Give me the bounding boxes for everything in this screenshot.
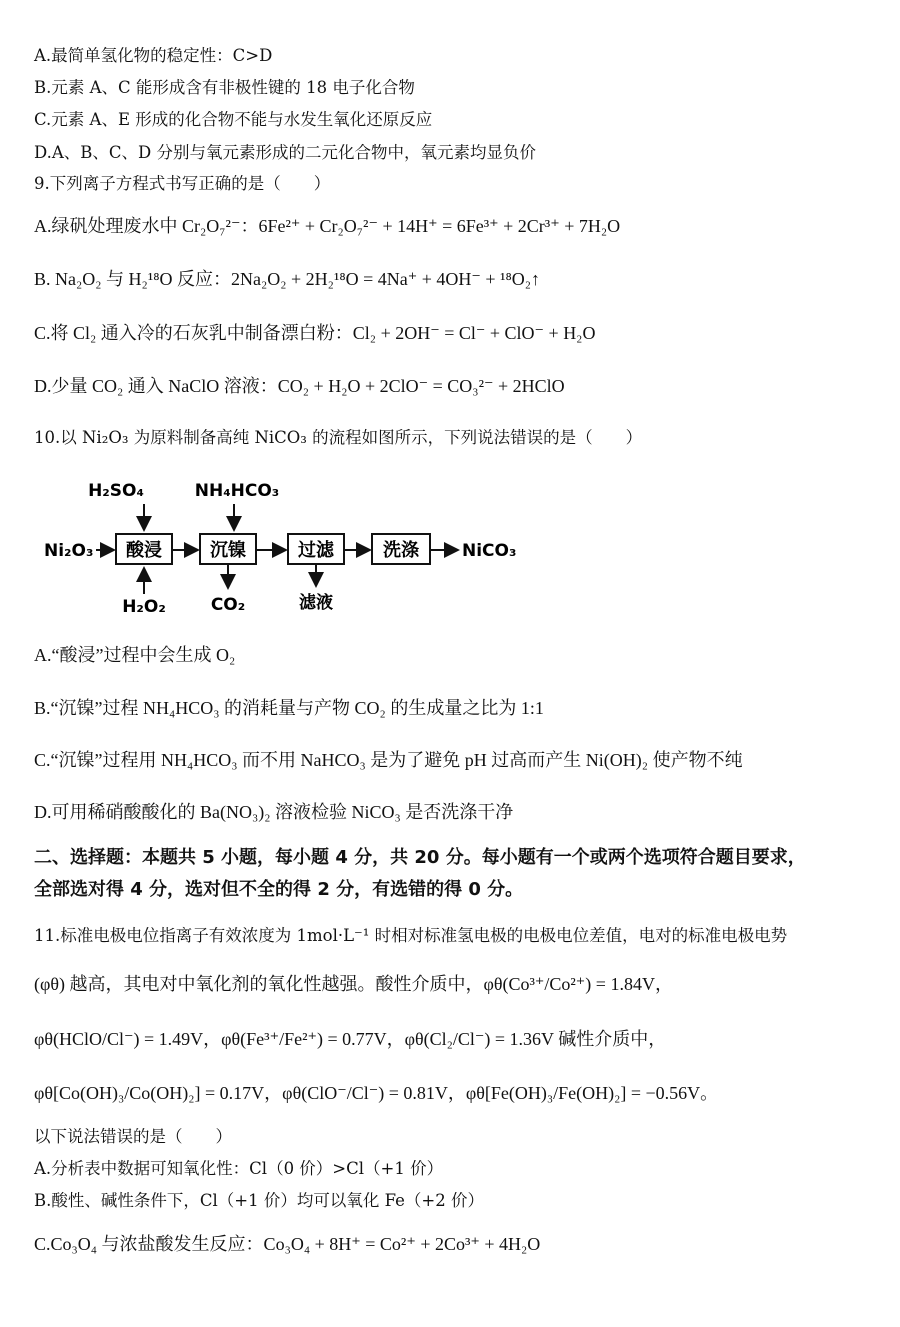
step-nickel-precipitation: 沉镍 [210,540,246,561]
step-washing: 洗涤 [383,540,419,561]
q11-stem-line1: 11.标准电极电位指离子有效浓度为 1mol·L⁻¹ 时相对标准氢电极的电极电位差值，电对的标准电极电势 [34,926,788,945]
q11-option-b: B.酸性、碱性条件下，Cl（+1 价）均可以氧化 Fe（+2 价） [34,1191,484,1210]
q10-stem: 10.以 Ni₂O₃ 为原料制备高纯 NiCO₃ 的流程如图所示，下列说法错误的是（ ） [34,428,643,447]
reagent-h2so4: H₂SO₄ [88,481,144,501]
section-heading-line2: 全部选对得 4 分，选对但不全的得 2 分，有选错的得 0 分。 [34,879,524,900]
q11-option-a: A.分析表中数据可知氧化性：Cl（0 价）>Cl（+1 价） [34,1159,444,1178]
q11-stem-line2: (φθ) 越高，其电对中氧化剂的氧化性越强。酸性介质中，φθ(Co³⁺/Co²⁺) = 1.84V， [34,974,673,994]
q11-stem-line4: φθ[Co(OH)₃/Co(OH)₂] = 0.17V，φθ(ClO⁻/Cl⁻) = 0.81V，φθ[Fe(OH)₃/Fe(OH)₂] = −0.56V。 [34,1083,719,1103]
step-filtration: 过滤 [298,540,334,561]
q9-stem: 9.下列离子方程式书写正确的是（ ） [34,174,331,193]
q10-option-a: A.“酸浸”过程中会生成 O₂ [34,645,236,665]
q11-option-c: C.Co₃O₄ 与浓盐酸发生反应：Co₃O₄ + 8H⁺ = Co²⁺ + 2Co³⁺ + 4H₂O [34,1234,541,1254]
q9-option-c: C.将 Cl₂ 通入冷的石灰乳中制备漂白粉：Cl₂ + 2OH⁻ = Cl⁻ + ClO⁻ + H₂O [34,323,596,343]
process-flow-diagram [40,476,540,621]
step-acid-leach: 酸浸 [126,540,162,561]
q8-option-d: D.A、B、C、D 分别与氧元素形成的二元化合物中，氧元素均显负价 [34,143,537,162]
q9-option-a: A.绿矾处理废水中 Cr₂O₇²⁻：6Fe²⁺ + Cr₂O₇²⁻ + 14H⁺ = 6Fe³⁺ + 2Cr³⁺ + 7H₂O [34,216,621,236]
flow-start: Ni₂O₃ [44,541,94,561]
q8-option-a: A.最简单氢化物的稳定性：C>D [34,46,273,65]
flow-end: NiCO₃ [462,541,517,561]
q10-option-b: B.“沉镍”过程 NH₄HCO₃ 的消耗量与产物 CO₂ 的生成量之比为 1:1 [34,698,544,718]
q11-stem-line3: φθ(HClO/Cl⁻) = 1.49V，φθ(Fe³⁺/Fe²⁺) = 0.77V，φθ(Cl₂/Cl⁻) = 1.36V 碱性介质中， [34,1029,667,1049]
q10-option-d: D.可用稀硝酸酸化的 Ba(NO₃)₂ 溶液检验 NiCO₃ 是否洗涤干净 [34,802,514,822]
reagent-h2o2: H₂O₂ [122,597,166,617]
q8-option-b: B.元素 A、C 能形成含有非极性键的 18 电子化合物 [34,78,415,97]
section-heading-line1: 二、选择题：本题共 5 小题，每小题 4 分，共 20 分。每小题有一个或两个选项符合题目要求， [34,847,806,868]
reagent-nh4hco3: NH₄HCO₃ [194,481,280,501]
q10-option-c: C.“沉镍”过程用 NH₄HCO₃ 而不用 NaHCO₃ 是为了避免 pH 过高而产生 Ni(OH)₂ 使产物不纯 [34,750,743,770]
product-co2: CO₂ [210,595,246,615]
q8-option-c: C.元素 A、E 形成的化合物不能与水发生氧化还原反应 [34,110,433,129]
q11-question: 以下说法错误的是（ ） [34,1127,232,1146]
q9-option-b: B. Na₂O₂ 与 H₂¹⁸O 反应：2Na₂O₂ + 2H₂¹⁸O = 4Na⁺ + 4OH⁻ + ¹⁸O₂↑ [34,269,541,289]
q9-option-d: D.少量 CO₂ 通入 NaClO 溶液：CO₂ + H₂O + 2ClO⁻ = CO₃²⁻ + 2HClO [34,376,565,396]
product-filtrate: 滤液 [299,593,333,613]
